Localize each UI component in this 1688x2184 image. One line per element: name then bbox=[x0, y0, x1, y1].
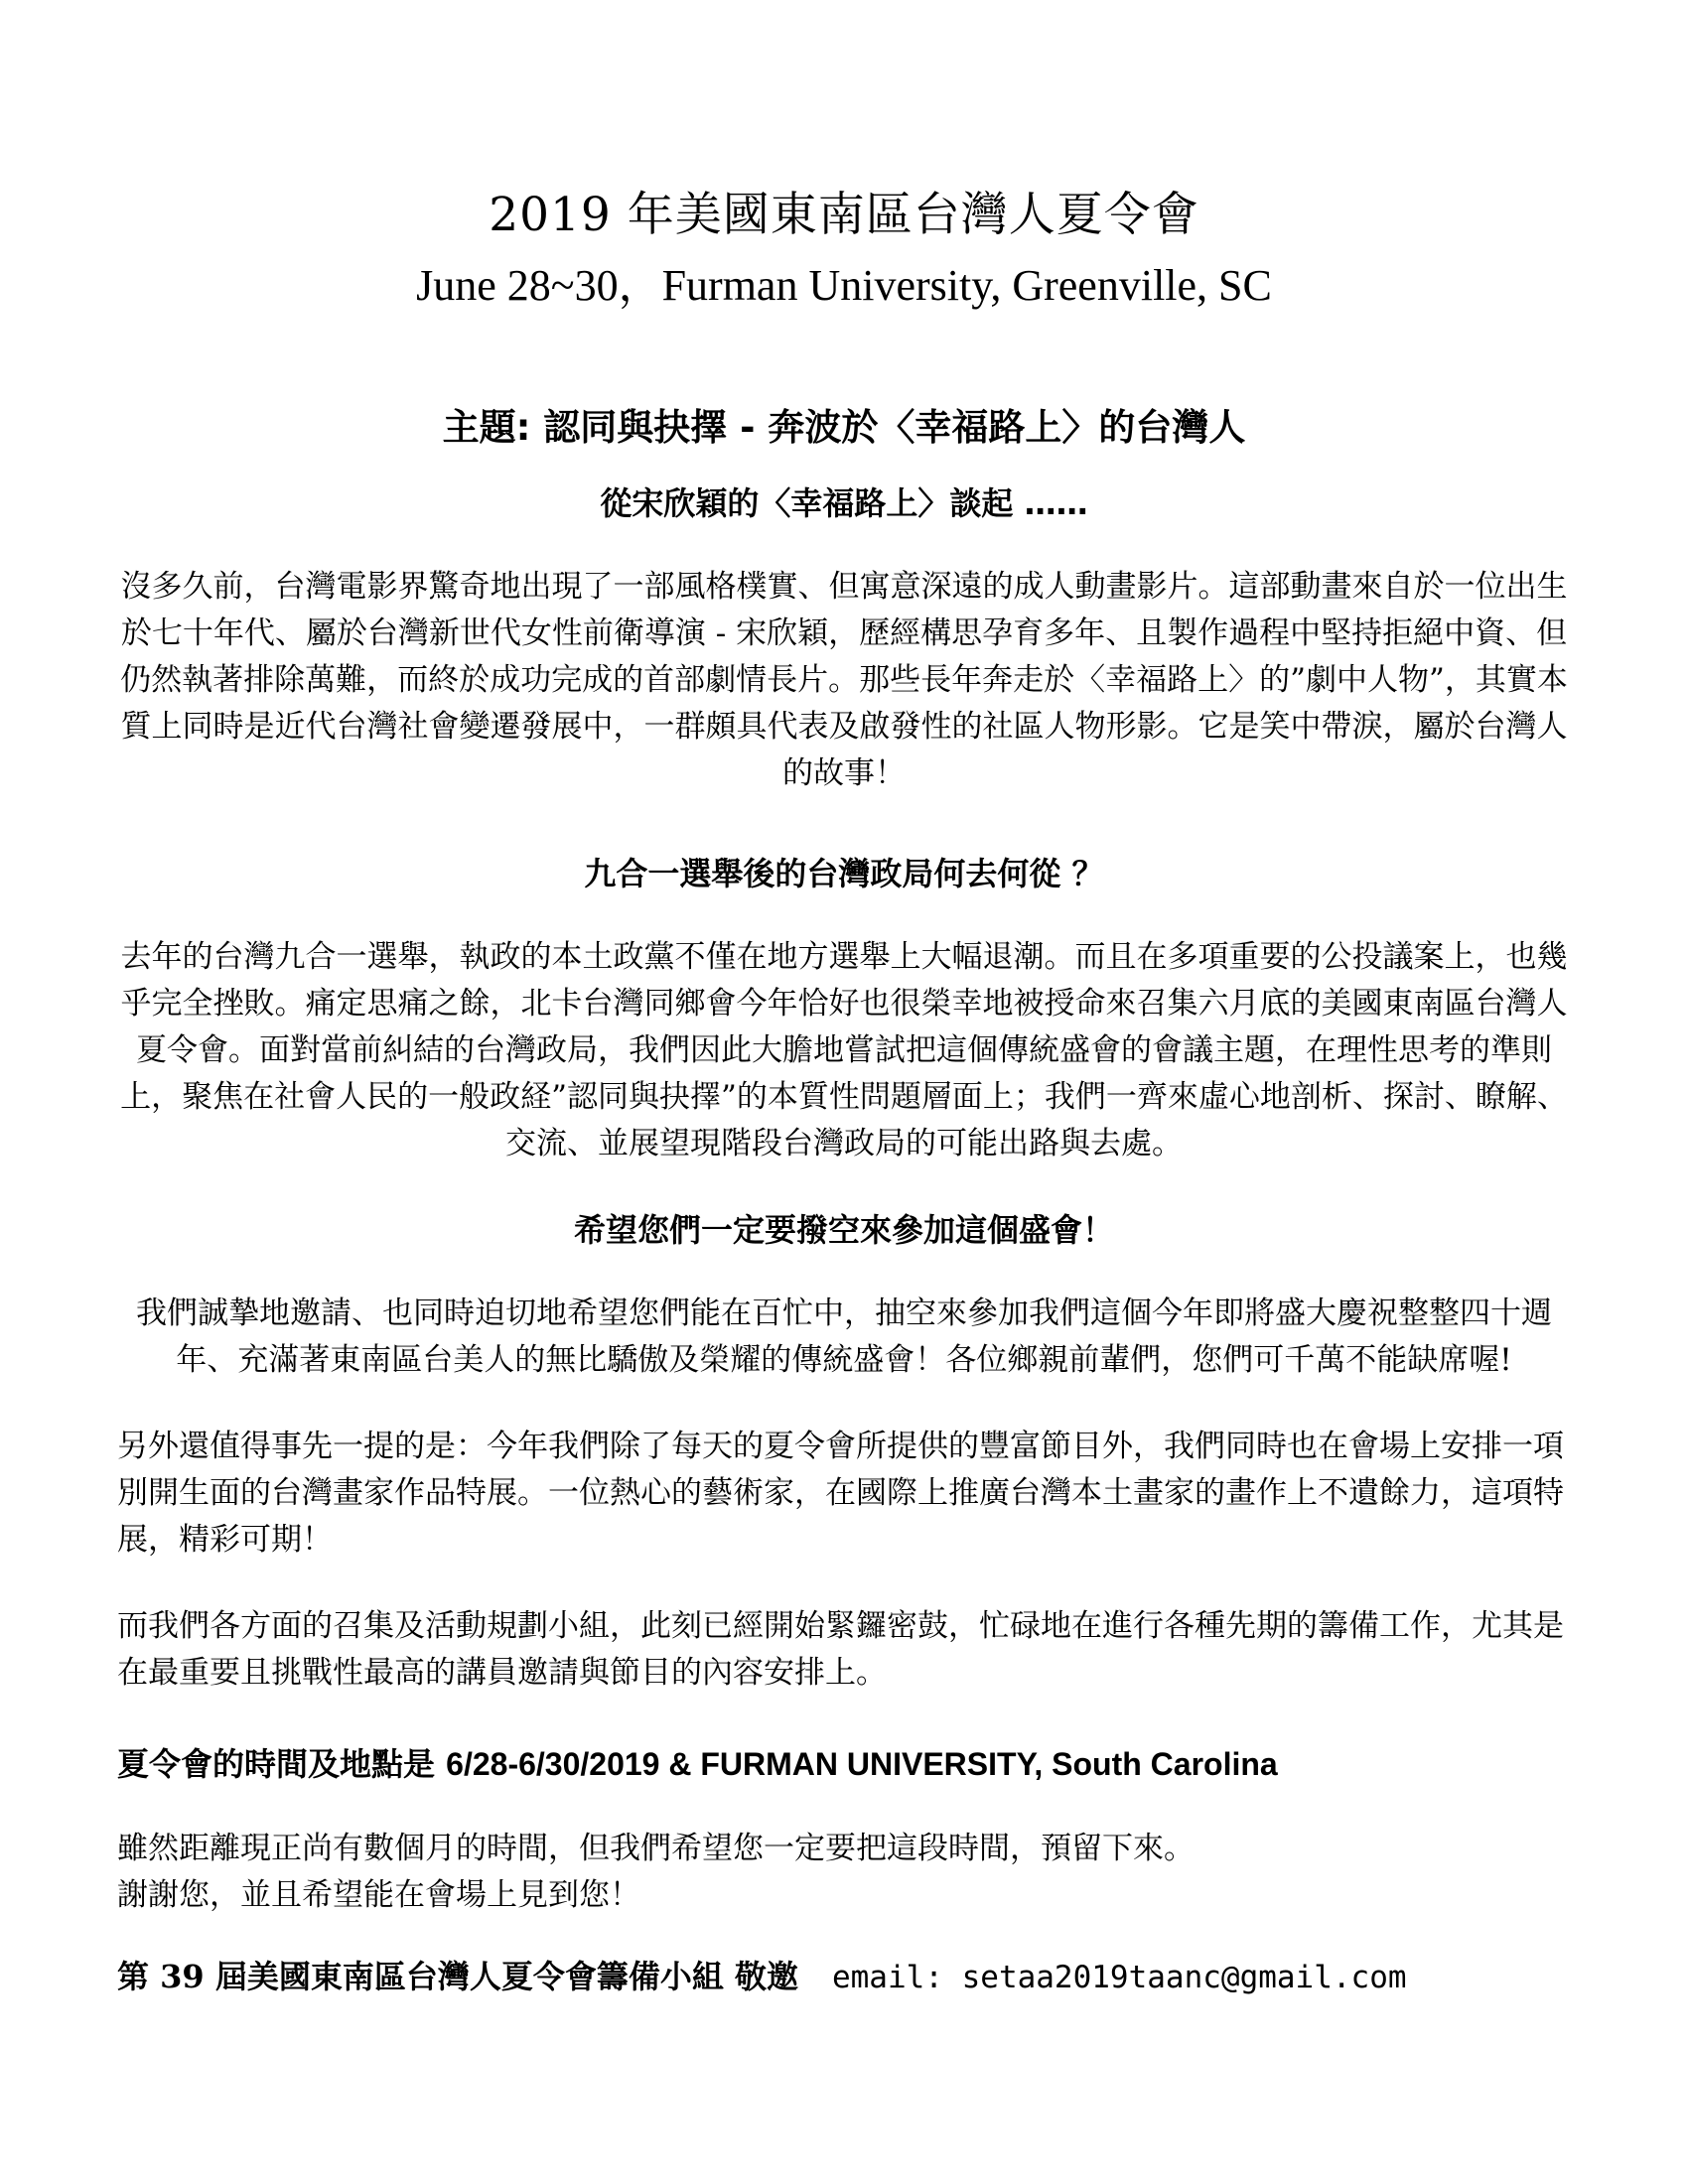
paragraph-art-exhibit: 另外還值得事先一提的是：今年我們除了每天的夏令會所提供的豐富節目外，我們同時也在會場上安排一項別開生面的台灣畫家作品特展。一位熱心的藝術家，在國際上推廣台灣本土畫家的畫作上不遺餘力，這項特展，精彩可期！ bbox=[117, 1429, 1564, 1559]
footer-line bbox=[117, 1957, 1571, 1998]
page-title-english: June 28~30，Furman University, Greenville, SC bbox=[416, 261, 1272, 311]
paragraph-preparation: 而我們各方面的召集及活動規劃小組，此刻已經開始緊鑼密鼓，忙碌地在進行各種先期的籌備工作，尤其是在最重要且挑戰性最高的講員邀請與節目的內容安排上。 bbox=[117, 1608, 1564, 1692]
closing-line-1: 雖然距離現正尚有數個月的時間，但我們希望您一定要把這段時間，預留下來。 bbox=[117, 1831, 1195, 1867]
section-heading-politics: 九合一選舉後的台灣政局何去何從 ？ bbox=[584, 855, 1104, 893]
theme-heading: 主題: 認同與抉擇 - 奔波於〈幸福路上〉的台灣人 bbox=[442, 406, 1246, 450]
paragraph-politics: 去年的台灣九合一選舉，執政的本土政黨不僅在地方選舉上大幅退潮。而且在多項重要的公投議案上，也幾乎完全挫敗。痛定思痛之餘，北卡台灣同鄉會今年恰好也很榮幸地被授命來召集六月底的美國東南區台灣人夏令會。面對當前糾結的台灣政局，我們因此大膽地嘗試把這個傳統盛會的會議主題，在理性思考的準則上，聚焦在社會人民的一般政経”認同與抉擇”的本質性問題層面上；我們一齊來虛心地剖析、探討、瞭解、交流、並展望現階段台灣政局的可能出路與去處。 bbox=[120, 939, 1568, 1162]
section-heading-intro: 從宋欣穎的〈幸福路上〉談起 …… bbox=[600, 484, 1088, 523]
paragraph-invitation: 我們誠摯地邀請、也同時迫切地希望您們能在百忙中，抽空來參加我們這個今年即將盛大慶祝整整四十週年、充滿著東南區台美人的無比驕傲及榮耀的傳統盛會！各位鄉親前輩們，您們可千萬不能缺席喔! bbox=[136, 1296, 1552, 1379]
footer-email: email: setaa2019taanc@gmail.com bbox=[831, 1960, 1407, 1996]
closing-paragraph bbox=[117, 1826, 1571, 1919]
schedule-line bbox=[117, 1744, 1571, 1786]
page-title-chinese: 2019 年美國東南區台灣人夏令會 bbox=[489, 188, 1199, 242]
footer-organizer: 第 39 屆美國東南區台灣人夏令會籌備小組 敬邀 bbox=[117, 1958, 798, 1996]
schedule-label: 夏令會的時間及地點是 bbox=[117, 1745, 447, 1784]
section-heading-invitation: 希望您們一定要撥空來參加這個盛會！ bbox=[573, 1211, 1114, 1250]
paragraph-intro: 沒多久前，台灣電影界驚奇地出現了一部風格樸實、但寓意深遠的成人動畫影片。這部動畫來自於一位出生於七十年代、屬於台灣新世代女性前衛導演 - 宋欣穎，歷經構思孕育多年、且製作過程中堅持拒絕中資、但仍然執著排除萬難，而終於成功完成的首部劇情長片。那些長年奔走於〈幸福路上〉的”劇中人物”，其實本質上同時是近代台灣社會變遷發展中，一群頗具代表及啟發性的社區人物形影。它是笑中帶淚，屬於台灣人的故事！ bbox=[120, 569, 1568, 792]
closing-line-2: 謝謝您，並且希望能在會場上見到您！ bbox=[117, 1877, 640, 1914]
schedule-date-location: 6/28-6/30/2019 & FURMAN UNIVERSITY, South Carolina bbox=[446, 1746, 1278, 1783]
